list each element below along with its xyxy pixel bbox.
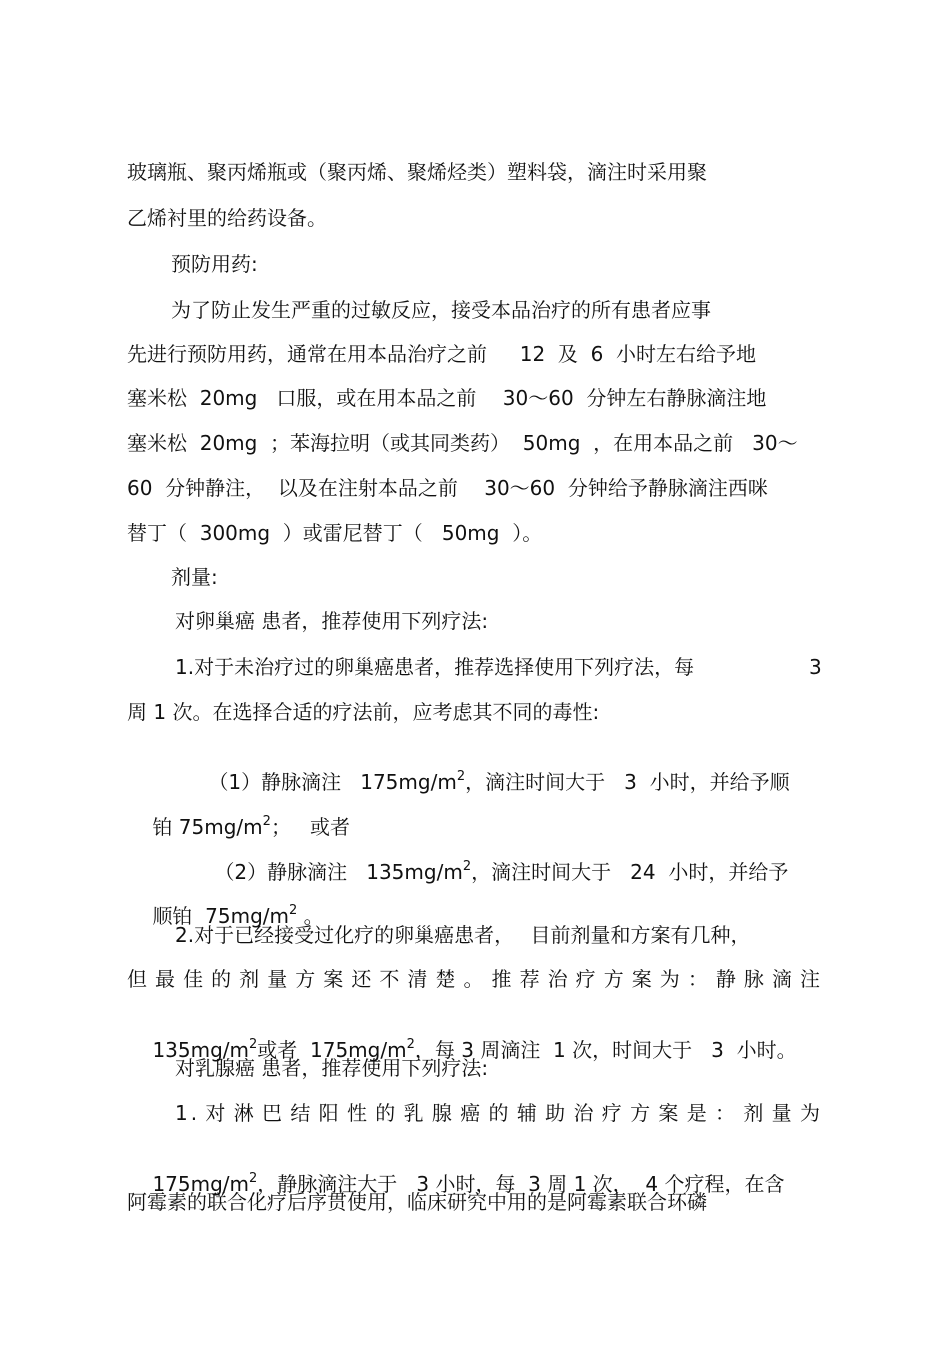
section-heading-premedication: 预防用药: xyxy=(171,252,258,276)
regimen-line: （2）静脉滴注 $135mg/m^2$，滴注时间大于 24 小时，并给予 xyxy=(214,859,789,884)
body-text-fragment: 3 xyxy=(809,655,822,679)
body-text-line: 1.对于未治疗过的卵巢癌患者，推荐选择使用下列疗法，每 xyxy=(175,655,695,679)
body-text-line: 塞米松 20mg ；苯海拉明（或其同类药） 50mg ，在用本品之前 30～ xyxy=(127,431,798,455)
regimen-line: 铂 $75mg/m^2$； 或者 xyxy=(152,814,351,839)
regimen-line: （1）静脉滴注 $175mg/m^2$，滴注时间大于 3 小时，并给予顺 xyxy=(208,769,790,794)
body-text-line: 玻璃瓶、聚丙烯瓶或（聚丙烯、聚烯烃类）塑料袋，滴注时采用聚 xyxy=(127,160,707,184)
regimen-line: 顺铂 $75mg/m^2$ 。 xyxy=(152,903,324,928)
body-text-line: 乙烯衬里的给药设备。 xyxy=(127,206,327,230)
superscript: 2 xyxy=(262,814,271,829)
body-text-line: 周 1 次。在选择合适的疗法前，应考虑其不同的毒性: xyxy=(127,700,600,724)
superscript: 2 xyxy=(249,1171,258,1186)
body-text-line: 2.对于已经接受过化疗的卵巢癌患者， 目前剂量和方案有几种， xyxy=(175,923,751,947)
subheading-breast-cancer: 对乳腺癌 患者，推荐使用下列疗法: xyxy=(175,1056,489,1080)
body-text-line: 替丁（ 300mg ）或雷尼替丁（ 50mg ）。 xyxy=(127,521,543,545)
superscript: 2 xyxy=(289,903,298,918)
regimen-line: $175mg/m^2$，静脉滴注大于 3 小时，每 3 周 1 次， 4 个疗程，在含 xyxy=(152,1171,785,1196)
body-text-line: 塞米松 20mg 口服，或在用本品之前 30～60 分钟左右静脉滴注地 xyxy=(127,386,767,410)
body-text-line: 为了防止发生严重的过敏反应，接受本品治疗的所有患者应事 xyxy=(171,298,711,322)
body-text-line: 1.对淋巴结阳性的乳腺癌的辅助治疗方案是：剂量为 xyxy=(175,1101,823,1125)
body-text-line: 阿霉素的联合化疗后序贯使用，临床研究中用的是阿霉素联合环磷 xyxy=(127,1190,707,1214)
body-text-line: 60 分钟静注， 以及在注射本品之前 30～60 分钟给予静脉滴注西咪 xyxy=(127,476,768,500)
superscript: 2 xyxy=(456,769,466,784)
superscript: 2 xyxy=(249,1037,258,1052)
body-text-line: 但最佳的剂量方案还不清楚。推荐治疗方案为：静脉滴注 xyxy=(127,967,823,991)
regimen-line: $135mg/m^2$或者 $175mg/m^2$，每 3 周滴注 1 次，时间大于 3 小时。 xyxy=(152,1037,797,1062)
superscript: 2 xyxy=(406,1037,415,1052)
superscript: 2 xyxy=(462,859,472,874)
section-heading-dosage: 剂量: xyxy=(171,565,218,589)
subheading-ovarian-cancer: 对卵巢癌 患者，推荐使用下列疗法: xyxy=(175,609,489,633)
body-text-line: 先进行预防用药，通常在用本品治疗之前 12 及 6 小时左右给予地 xyxy=(127,342,757,366)
